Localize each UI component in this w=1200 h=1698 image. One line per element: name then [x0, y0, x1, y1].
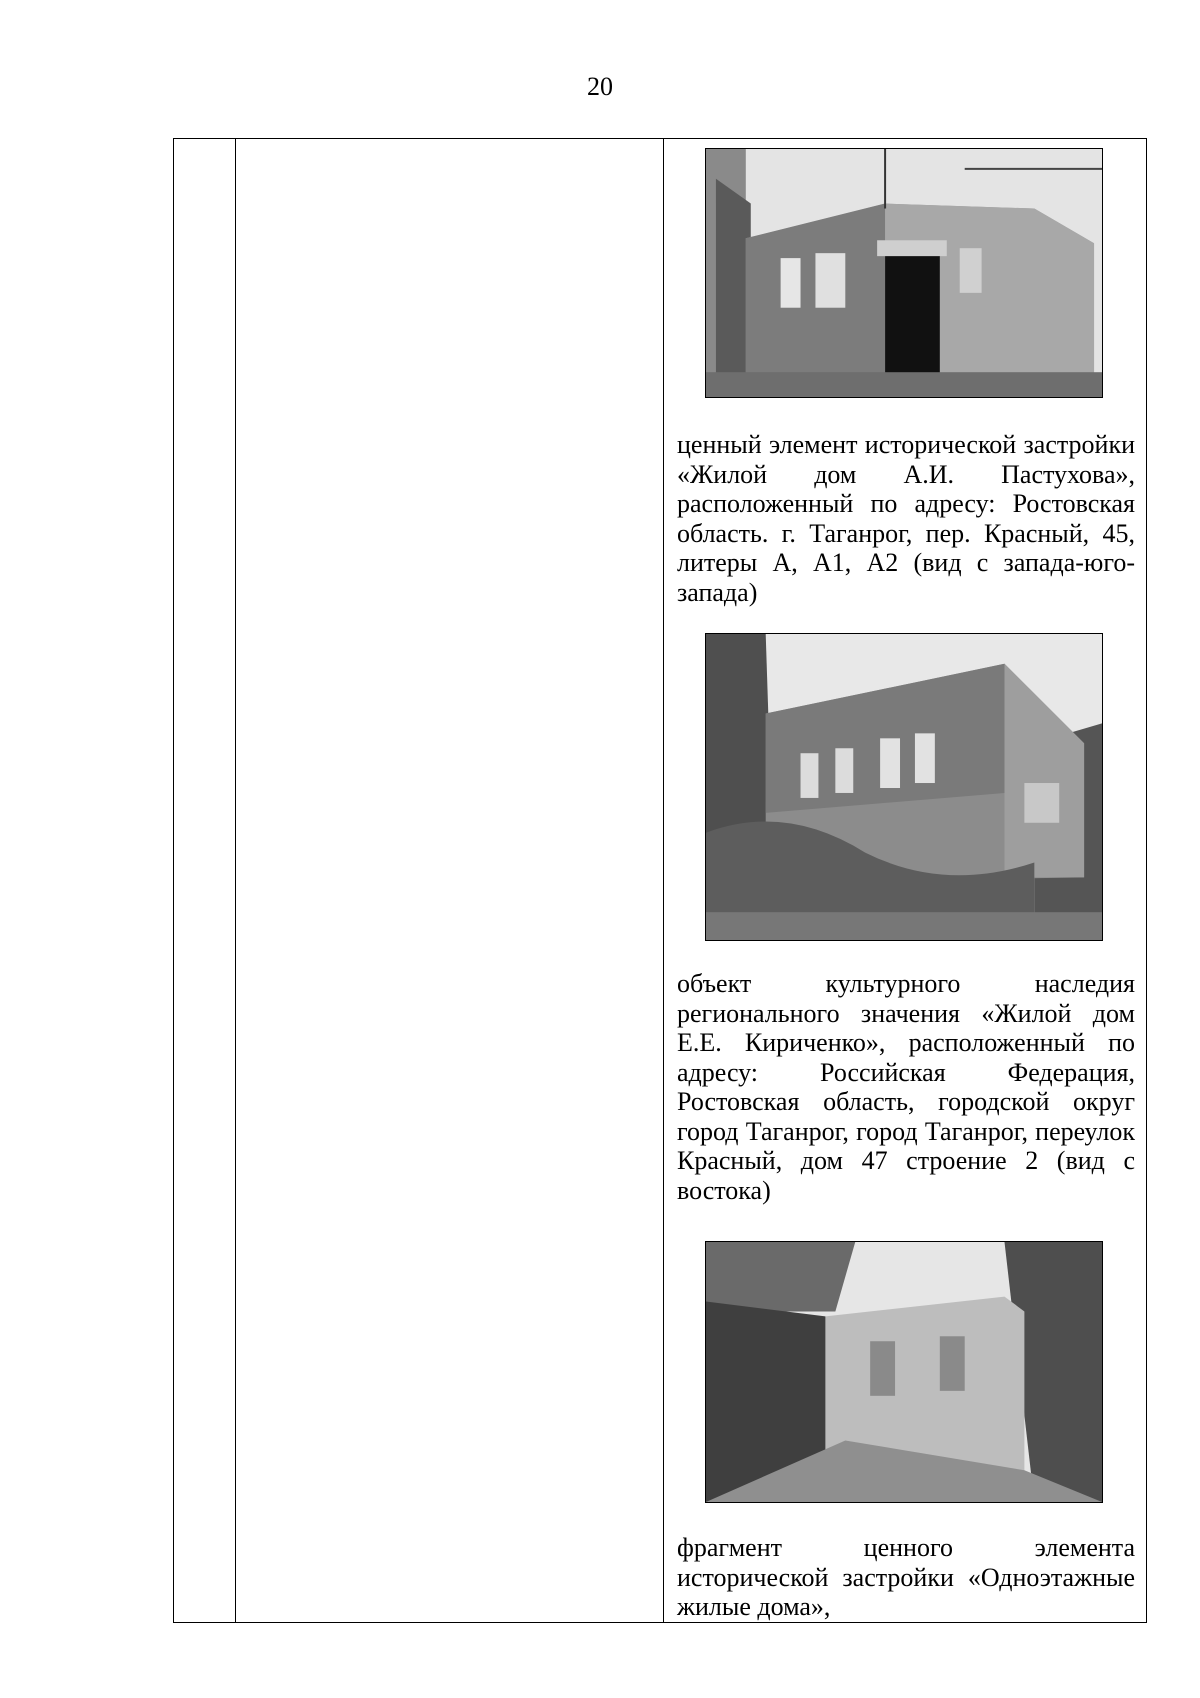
photo-caption-1: ценный элемент исторической застройки «Жилой дом А.И. Пастухова», расположенный по адресу: Ростовская область. г. Таганрог, пер. Красный, 45, литеры А, А1, А2 (вид с запада-юго-запада) [677, 430, 1135, 607]
description-cell [236, 139, 664, 1623]
document-table [173, 138, 1147, 1623]
page-number: 20 [587, 72, 613, 101]
table-row [174, 139, 1147, 1623]
building-photo-single-storey [705, 1241, 1103, 1503]
photo-cell [664, 139, 1147, 1623]
building-photo-icon [706, 634, 1102, 940]
building-photo-kirichenko [705, 633, 1103, 941]
building-photo-icon [706, 149, 1102, 397]
row-number-cell [174, 139, 236, 1623]
building-photo-icon [706, 1242, 1102, 1502]
building-photo-pastukhov [705, 148, 1103, 398]
photo-caption-3: фрагмент ценного элемента исторической застройки «Одноэтажные жилые дома», [677, 1533, 1135, 1621]
photo-caption-2: объект культурного наследия регионального значения «Жилой дом Е.Е. Кириченко», расположенный по адресу: Российская Федерация, Ростовская область, городской округ город Таганрог, город Таганрог, переулок Красный, дом 47 строение 2 (вид с востока) [677, 969, 1135, 1205]
